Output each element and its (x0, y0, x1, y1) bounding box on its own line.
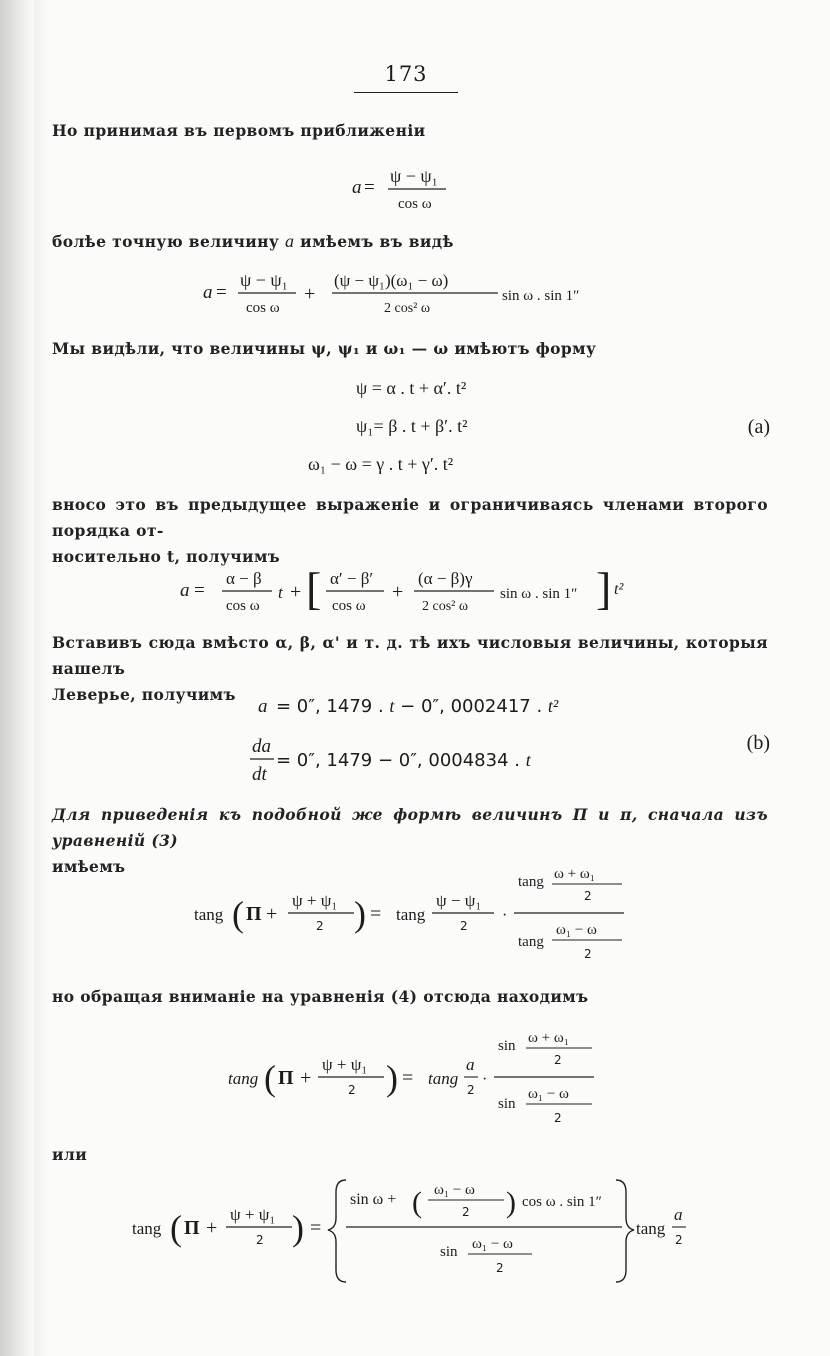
svg-text:ψ − ψ₁: ψ − ψ₁ (436, 891, 482, 910)
svg-text:2: 2 (584, 947, 592, 961)
svg-text:= 0″, 1479 . t − 0″, 0002417 .: = 0″, 1479 . t − 0″, 0002417 . t² (276, 696, 559, 717)
svg-text:ω₁ − ω: ω₁ − ω (556, 922, 597, 938)
page-number: 173 (384, 62, 428, 86)
svg-text:cos ω: cos ω (332, 598, 366, 614)
svg-text:2: 2 (462, 1205, 470, 1219)
svg-text:2: 2 (467, 1083, 475, 1097)
formula-1-num: ψ − ψ₁ (390, 166, 438, 186)
svg-text:tang: tang (228, 1069, 259, 1088)
svg-text:ω + ω₁: ω + ω₁ (528, 1030, 569, 1046)
svg-text:+: + (300, 1067, 312, 1089)
svg-text:ω₁ − ω: ω₁ − ω (528, 1086, 569, 1102)
svg-text:ω + ω₁: ω + ω₁ (554, 866, 595, 882)
svg-text:tang: tang (518, 934, 544, 950)
svg-text:+: + (304, 283, 316, 305)
svg-text:da: da (252, 736, 271, 757)
svg-text:=: = (370, 903, 382, 925)
svg-text:]: ] (596, 563, 612, 614)
svg-text:sin: sin (498, 1096, 516, 1112)
svg-text:2: 2 (460, 919, 468, 933)
svg-text:·: · (482, 1071, 488, 1088)
svg-text:ψ + ψ₁: ψ + ψ₁ (230, 1205, 276, 1224)
svg-text:tang: tang (636, 1219, 666, 1238)
svg-text:=: = (310, 1217, 322, 1239)
paragraph-3: Мы видѣли, что величины ψ, ψ₁ и ω₁ — ω имѣютъ форму (52, 339, 597, 358)
paragraph-5: Вставивъ сюда вмѣсто α, β, α' и т. д. тѣ ихъ числовыя величины, которыя нашелъ Леверье, получимъ (52, 633, 768, 704)
formula-6 (0, 1174, 830, 1286)
system-a (0, 370, 830, 480)
svg-text:cos ω: cos ω (226, 598, 260, 614)
svg-text:Π: Π (184, 1217, 200, 1239)
svg-text:t: t (278, 583, 283, 602)
svg-text:(α − β)γ: (α − β)γ (418, 569, 473, 588)
formula-3 (0, 558, 830, 624)
svg-text:=: = (194, 580, 205, 601)
formula-5 (0, 1028, 830, 1128)
svg-text:t²: t² (614, 581, 624, 598)
svg-text:dt: dt (252, 764, 267, 785)
equation-label-a: (a) (747, 416, 770, 438)
svg-text:(: ( (412, 1186, 422, 1219)
svg-text:ω₁ − ω = γ . t + γ′. t²: ω₁ − ω = γ . t + γ′. t² (308, 454, 454, 474)
svg-text:Π: Π (246, 903, 262, 925)
formula-4 (0, 862, 830, 962)
svg-text:(: ( (232, 894, 244, 934)
svg-text:2: 2 (554, 1053, 562, 1067)
svg-text:2: 2 (584, 889, 592, 903)
paragraph-2: болѣе точную величину a имѣемъ въ видѣ (52, 231, 454, 251)
svg-text:): ) (506, 1186, 516, 1219)
svg-text:ψ = α . t + α′. t²: ψ = α . t + α′. t² (356, 378, 467, 398)
svg-text:tang: tang (194, 905, 224, 924)
svg-text:2: 2 (675, 1233, 683, 1247)
formula-1 (0, 158, 830, 214)
svg-text:=: = (216, 282, 227, 303)
formula-2 (0, 262, 830, 322)
svg-text:+: + (206, 1217, 218, 1239)
svg-text:2: 2 (316, 919, 324, 933)
svg-text:ψ − ψ₁: ψ − ψ₁ (240, 270, 288, 290)
svg-text:=: = (364, 177, 375, 198)
svg-text:ψ + ψ₁: ψ + ψ₁ (292, 891, 338, 910)
svg-text:·: · (502, 907, 508, 924)
svg-text:2 cos² ω: 2 cos² ω (422, 599, 469, 614)
svg-text:a: a (180, 580, 190, 601)
svg-text:= 0″, 1479 − 0″, 0004834 . t: = 0″, 1479 − 0″, 0004834 . t (276, 750, 531, 771)
svg-text:+: + (392, 581, 404, 603)
svg-text:ψ + ψ₁: ψ + ψ₁ (322, 1055, 368, 1074)
svg-text:tang: tang (396, 905, 426, 924)
svg-text:(: ( (264, 1058, 276, 1098)
svg-text:cos ω: cos ω (246, 300, 280, 316)
equation-label-b: (b) (746, 732, 770, 754)
svg-text:(: ( (170, 1208, 182, 1248)
svg-text:(ψ − ψ₁)(ω₁ − ω): (ψ − ψ₁)(ω₁ − ω) (334, 271, 449, 290)
paragraph-8: или (52, 1145, 88, 1164)
svg-text:Π: Π (278, 1067, 294, 1089)
svg-text:tang: tang (428, 1069, 459, 1088)
svg-text:a: a (466, 1055, 475, 1074)
svg-text:sin ω +: sin ω + (350, 1191, 397, 1208)
svg-text:2: 2 (496, 1261, 504, 1275)
svg-text:2 cos² ω: 2 cos² ω (384, 301, 431, 316)
svg-text:α′ − β′: α′ − β′ (330, 569, 374, 588)
svg-text:sin ω . sin 1″: sin ω . sin 1″ (500, 586, 578, 602)
formula-1-den: cos ω (398, 196, 432, 212)
svg-text:cos ω . sin 1″: cos ω . sin 1″ (522, 1194, 602, 1210)
svg-text:2: 2 (348, 1083, 356, 1097)
page-number-rule (354, 92, 458, 93)
paragraph-7: но обращая вниманіе на уравненія (4) отсюда находимъ (52, 987, 589, 1006)
svg-text:): ) (354, 894, 366, 934)
paragraph-6: Для приведенія къ подобной же формѣ величинъ Π и π, сначала изъ уравненій (3) имѣемъ (52, 805, 768, 876)
svg-text:+: + (290, 581, 302, 603)
svg-text:): ) (292, 1208, 304, 1248)
svg-text:a: a (258, 696, 268, 717)
svg-text:a: a (203, 282, 213, 303)
svg-text:=: = (402, 1067, 414, 1089)
svg-text:2: 2 (554, 1111, 562, 1125)
svg-text:2: 2 (256, 1233, 264, 1247)
svg-text:α − β: α − β (226, 569, 262, 588)
svg-text:+: + (266, 903, 278, 925)
svg-text:tang: tang (518, 874, 544, 890)
svg-text:sin: sin (498, 1038, 516, 1054)
svg-text:ω₁ − ω: ω₁ − ω (472, 1236, 513, 1252)
svg-text:sin: sin (440, 1244, 458, 1260)
svg-text:sin ω . sin 1″: sin ω . sin 1″ (502, 288, 580, 304)
formula-1-lhs: a (352, 177, 362, 198)
svg-text:[: [ (306, 563, 322, 614)
paragraph-4: вносo это въ предыдущее выраженіе и ограничиваясь членами второго порядка от- носительно t, получимъ (52, 495, 768, 566)
system-b (0, 688, 830, 788)
svg-text:a: a (674, 1205, 683, 1224)
svg-text:): ) (386, 1058, 398, 1098)
svg-text:tang: tang (132, 1219, 162, 1238)
svg-text:ψ₁= β . t + β′. t²: ψ₁= β . t + β′. t² (356, 416, 468, 436)
paragraph-1: Но принимая въ первомъ приближеніи (52, 121, 426, 140)
svg-text:ω₁ − ω: ω₁ − ω (434, 1182, 475, 1198)
